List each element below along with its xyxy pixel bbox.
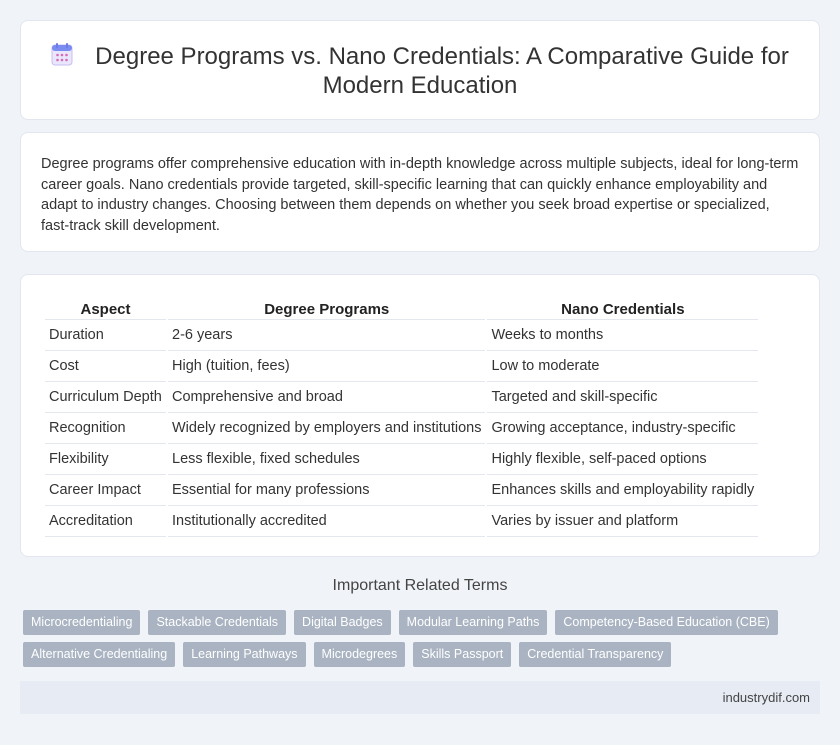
intro-card [20, 132, 820, 252]
comparison-table [43, 294, 760, 537]
related-terms-tags [23, 610, 823, 674]
tag-learning-pathways[interactable]: Learning Pathways [183, 642, 305, 667]
cell-aspect: Cost [45, 351, 166, 382]
table-row [45, 475, 758, 506]
table-row [45, 320, 758, 351]
tag-competency-based-education[interactable]: Competency-Based Education (CBE) [555, 610, 777, 635]
header-degree-programs: Degree Programs [168, 294, 485, 320]
table-row [45, 351, 758, 382]
cell-nano: Enhances skills and employability rapidly [487, 475, 758, 506]
cell-aspect: Career Impact [45, 475, 166, 506]
cell-degree: 2-6 years [168, 320, 485, 351]
cell-nano: Highly flexible, self-paced options [487, 444, 758, 475]
header-nano-credentials: Nano Credentials [487, 294, 758, 320]
tag-row [23, 610, 823, 642]
cell-degree: Institutionally accredited [168, 506, 485, 537]
calendar-icon [51, 42, 73, 66]
header-aspect: Aspect [45, 294, 166, 320]
cell-aspect: Duration [45, 320, 166, 351]
cell-degree: Essential for many professions [168, 475, 485, 506]
comparison-card [20, 274, 820, 557]
tag-skills-passport[interactable]: Skills Passport [413, 642, 511, 667]
cell-nano: Growing acceptance, industry-specific [487, 413, 758, 444]
table-row [45, 413, 758, 444]
header-card [20, 20, 820, 120]
tag-stackable-credentials[interactable]: Stackable Credentials [148, 610, 286, 635]
footer [20, 681, 820, 714]
cell-nano: Weeks to months [487, 320, 758, 351]
cell-aspect: Flexibility [45, 444, 166, 475]
cell-degree: Less flexible, fixed schedules [168, 444, 485, 475]
cell-nano: Varies by issuer and platform [487, 506, 758, 537]
intro-text: Degree programs offer comprehensive education with in-depth knowledge across multiple subjects, ideal for long-term career goals. Nano credentials provide targeted, skill-specific learning that can quickly enhance employability and adapt to industry changes. Choosing between them depends on whether you seek broad expertise or specialized, fast-track skill development. [41, 156, 799, 234]
tag-row [23, 642, 823, 674]
title-line-1: Degree Programs vs. Nano Credentials: A Comparative Guide for [95, 43, 789, 70]
table-row [45, 506, 758, 537]
table-header-row [45, 294, 758, 320]
cell-nano: Low to moderate [487, 351, 758, 382]
tag-digital-badges[interactable]: Digital Badges [294, 610, 391, 635]
cell-degree: Widely recognized by employers and institutions [168, 413, 485, 444]
cell-degree: Comprehensive and broad [168, 382, 485, 413]
tag-modular-learning-paths[interactable]: Modular Learning Paths [399, 610, 548, 635]
cell-nano: Targeted and skill-specific [487, 382, 758, 413]
tag-microdegrees[interactable]: Microdegrees [314, 642, 406, 667]
tag-alternative-credentialing[interactable]: Alternative Credentialing [23, 642, 175, 667]
page-title [21, 42, 819, 100]
cell-aspect: Curriculum Depth [45, 382, 166, 413]
tag-microcredentialing[interactable]: Microcredentialing [23, 610, 140, 635]
cell-aspect: Recognition [45, 413, 166, 444]
tag-credential-transparency[interactable]: Credential Transparency [519, 642, 671, 667]
cell-aspect: Accreditation [45, 506, 166, 537]
table-row [45, 444, 758, 475]
cell-degree: High (tuition, fees) [168, 351, 485, 382]
title-line-2: Modern Education [322, 72, 518, 99]
footer-site: industrydif.com [722, 690, 810, 705]
table-row [45, 382, 758, 413]
related-terms-title: Important Related Terms [332, 577, 508, 594]
